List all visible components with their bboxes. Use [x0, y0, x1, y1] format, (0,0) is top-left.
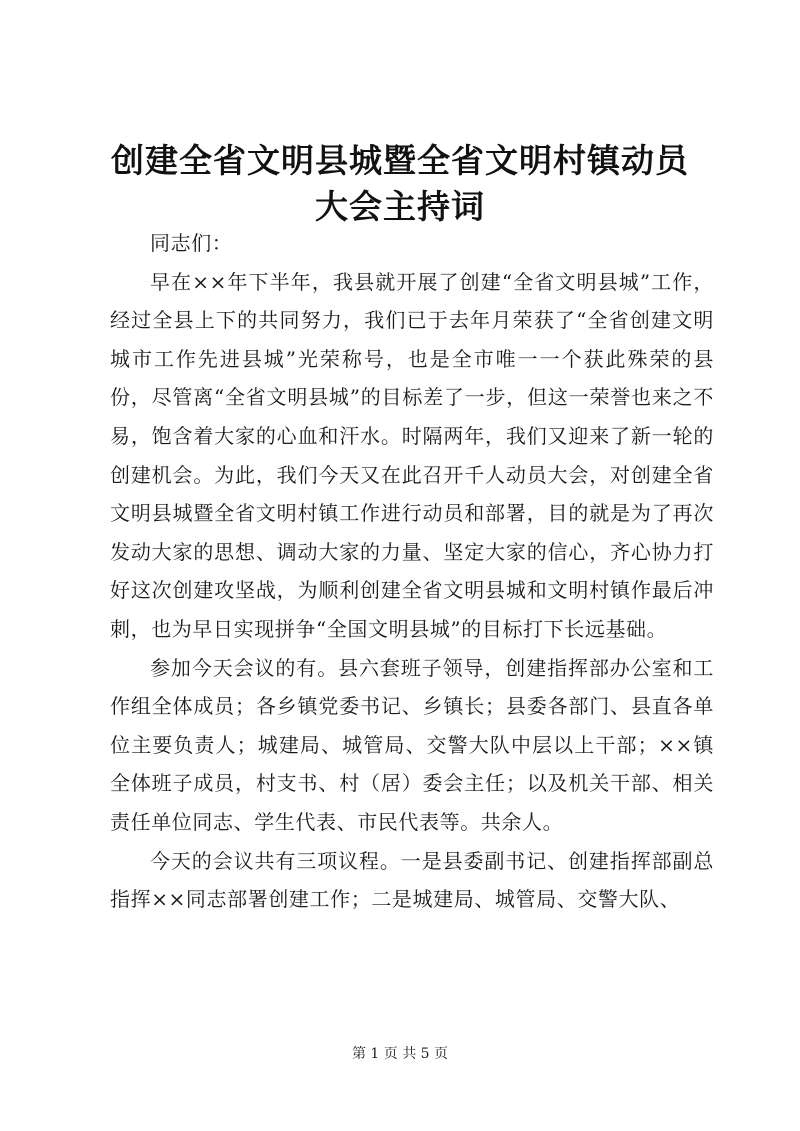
document-title: 创建全省文明县城暨全省文明村镇动员大会主持词	[111, 141, 689, 226]
paragraph-background: 早在××年下半年，我县就开展了创建“全省文明县城”工作，经过全县上下的共同努力，我们已于去年月荣获了“全省创建文明城市工作先进县城”光荣称号，也是全市唯一一个获此殊荣的县份，尽管离“全省文明县城”的目标差了一步，但这一荣誉也来之不易，饱含着大家的心血和汗水。时隔两年，我们又迎来了新一轮的创建机会。为此，我们今天又在此召开千人动员大会，对创建全省文明县城暨全省文明村镇工作进行动员和部署，目的就是为了再次发动大家的思想、调动大家的力量、坚定大家的信心，齐心协力打好这次创建攻坚战，为顺利创建全省文明县城和文明村镇作最后冲刺，也为早日实现拼争“全国文明县城”的目标打下长远基础。	[110, 269, 714, 641]
page-footer: 第 1 页 共 5 页	[351, 1046, 449, 1062]
paragraph-greeting: 同志们：	[150, 231, 233, 255]
document-body	[110, 224, 714, 919]
paragraph-attendees: 参加今天会议的有。县六套班子领导，创建指挥部办公室和工作组全体成员；各乡镇党委书记、乡镇长；县委各部门、县直各单位主要负责人；城建局、城管局、交警大队中层以上干部；××镇全体班子成员，村支书、村（居）委会主任；以及机关干部、相关责任单位同志、学生代表、市民代表等。共余人。	[110, 655, 714, 834]
paragraph-agenda: 今天的会议共有三项议程。一是县委副书记、创建指挥部副总指挥××同志部署创建工作；二是城建局、城管局、交警大队、	[110, 848, 714, 912]
